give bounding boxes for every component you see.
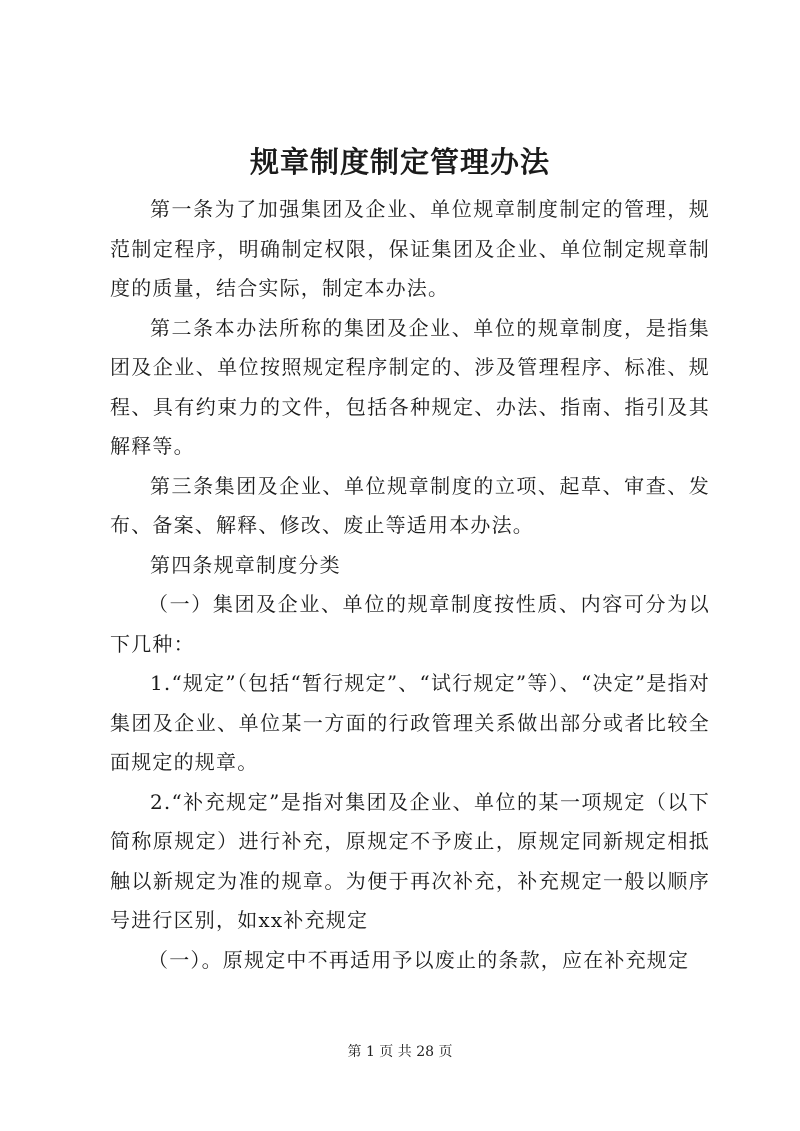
page-number-footer: 第 1 页 共 28 页 [347, 1044, 453, 1060]
continuation-paragraph: （一）。原规定中不再适用予以废止的条款，应在补充规定 [148, 947, 690, 972]
document-title: 规章制度制定管理办法 [249, 145, 550, 179]
article-1-paragraph: 第一条为了加强集团及企业、单位规章制度制定的管理，规范制定程序，明确制定权限，保证集团及企业、单位制定规章制度的质量，结合实际，制定本办法。 [110, 197, 710, 300]
section-1-paragraph: （一）集团及企业、单位的规章制度按性质、内容可分为以下几种： [110, 592, 710, 656]
item-1-paragraph: 1.“规定”（包括“暂行规定”、“试行规定”等）、“决定”是指对集团及企业、单位某一方面的行政管理关系做出部分或者比较全面规定的规章。 [110, 671, 710, 774]
article-4-heading: 第四条规章制度分类 [150, 552, 341, 577]
article-3-paragraph: 第三条集团及企业、单位规章制度的立项、起草、审查、发布、备案、解释、修改、废止等适用本办法。 [110, 473, 710, 537]
article-2-paragraph: 第二条本办法所称的集团及企业、单位的规章制度，是指集团及企业、单位按照规定程序制定的、涉及管理程序、标准、规程、具有约束力的文件，包括各种规定、办法、指南、指引及其解释等。 [110, 315, 710, 458]
item-2-paragraph: 2.“补充规定”是指对集团及企业、单位的某一项规定（以下简称原规定）进行补充，原规定不予废止，原规定同新规定相抵触以新规定为准的规章。为便于再次补充，补充规定一般以顺序号进行区别，如xx补充规定 [110, 789, 710, 932]
document-body [110, 190, 710, 980]
